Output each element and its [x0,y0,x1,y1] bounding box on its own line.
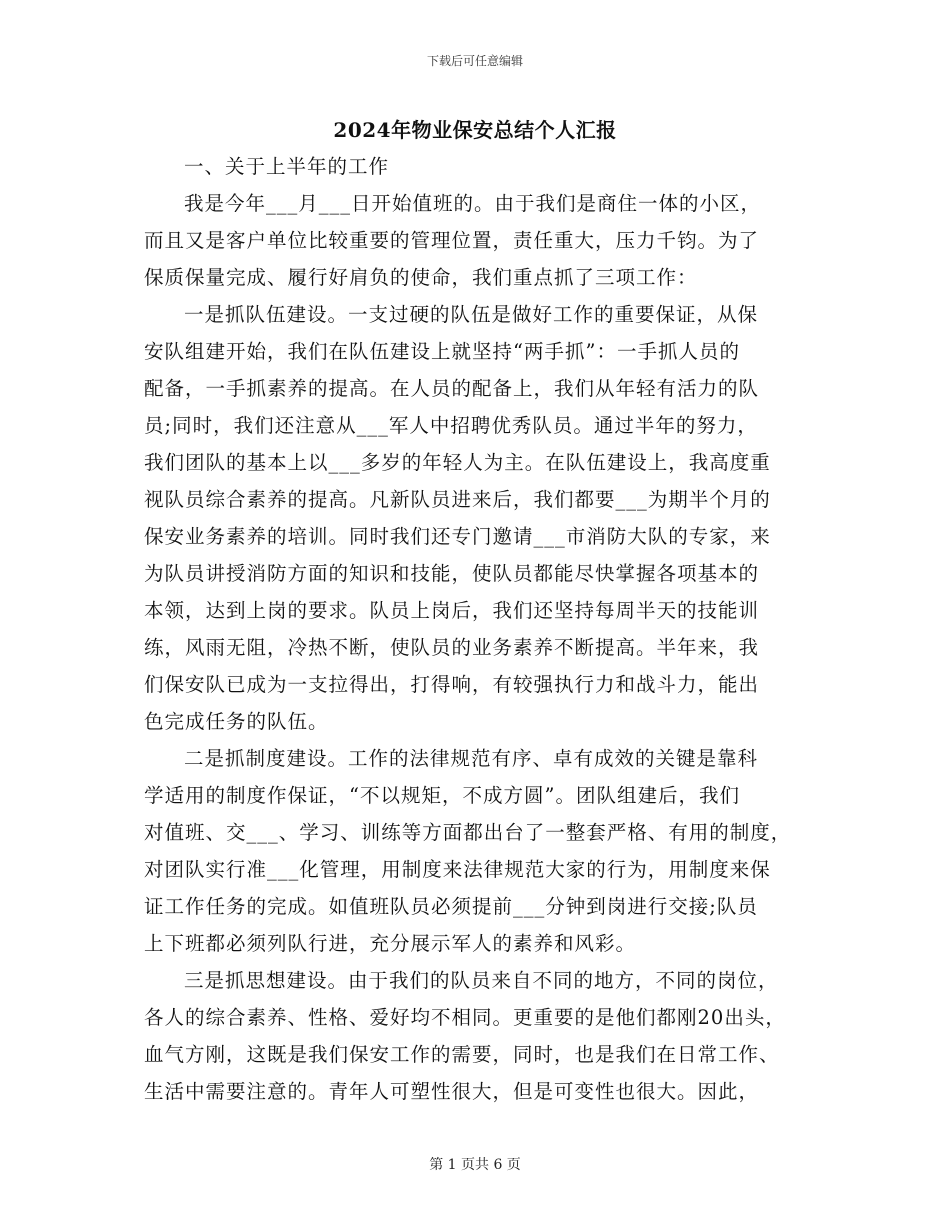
text-line: 学适用的制度作保证，“不以规矩，不成方圆”。团队组建后，我们 [144,784,740,807]
text-line: 对值班、交___、学习、训练等方面都出台了一整套严格、有用的制度， [144,821,792,844]
text-line: 本领，达到上岗的要求。队员上岗后，我们还坚持每周半天的技能训 [144,599,760,622]
text-line: 证工作任务的完成。如值班队员必须提前___分钟到岗进行交接;队员 [144,895,758,918]
text-line: 保安业务素养的培训。同时我们还专门邀请___市消防大队的专家，来 [144,525,771,548]
text-line: 三是抓思想建设。由于我们的队员来自不同的地方，不同的岗位， [184,969,779,992]
text-line: 而且又是客户单位比较重要的管理位置，责任重大，压力千钧。为了 [144,229,760,252]
text-line: 为队员讲授消防方面的知识和技能，使队员都能尽快掌握各项基本的 [144,562,760,585]
document-title: 2024年物业保安总结个人汇报 [333,118,617,142]
text-line: 各人的综合素养、性格、爱好均不相同。更重要的是他们都刚20出头， [144,1006,786,1029]
text-line: 练，风雨无阻，冷热不断，使队员的业务素养不断提高。半年来，我 [144,636,760,659]
text-line: 色完成任务的队伍。 [144,710,329,733]
text-line: 血气方刚，这既是我们保安工作的需要，同时，也是我们在日常工作、 [144,1043,780,1066]
text-line: 我是今年___月___日开始值班的。由于我们是商住一体的小区， [184,192,762,215]
text-line: 对团队实行准___化管理，用制度来法律规范大家的行为，用制度来保 [144,858,771,881]
page-footer: 第 1 页共 6 页 [429,1157,521,1173]
text-line: 保质保量完成、履行好肩负的使命，我们重点抓了三项工作： [144,266,698,289]
text-line: 安队组建开始，我们在队伍建设上就坚持“两手抓”：一手抓人员的 [144,340,740,363]
document-body [144,148,809,1110]
header-note: 下载后可任意编辑 [426,54,523,68]
text-line: 一是抓队伍建设。一支过硬的队伍是做好工作的重要保证，从保 [184,303,759,326]
text-line: 视队员综合素养的提高。凡新队员进来后，我们都要___为期半个月的 [144,488,771,511]
text-line: 一、关于上半年的工作 [184,155,390,178]
text-line: 上下班都必须列队行进，充分展示军人的素养和风彩。 [144,932,637,955]
text-line: 配备，一手抓素养的提高。在人员的配备上，我们从年轻有活力的队 [144,377,760,400]
text-line: 我们团队的基本上以___多岁的年轻人为主。在队伍建设上，我高度重 [144,451,771,474]
text-line: 二是抓制度建设。工作的法律规范有序、卓有成效的关键是靠科 [184,747,759,770]
text-line: 员;同时，我们还注意从___军人中招聘优秀队员。通过半年的努力， [144,414,758,437]
text-line: 们保安队已成为一支拉得出，打得响，有较强执行力和战斗力，能出 [144,673,760,696]
text-line: 生活中需要注意的。青年人可塑性很大，但是可变性也很大。因此， [144,1080,760,1103]
